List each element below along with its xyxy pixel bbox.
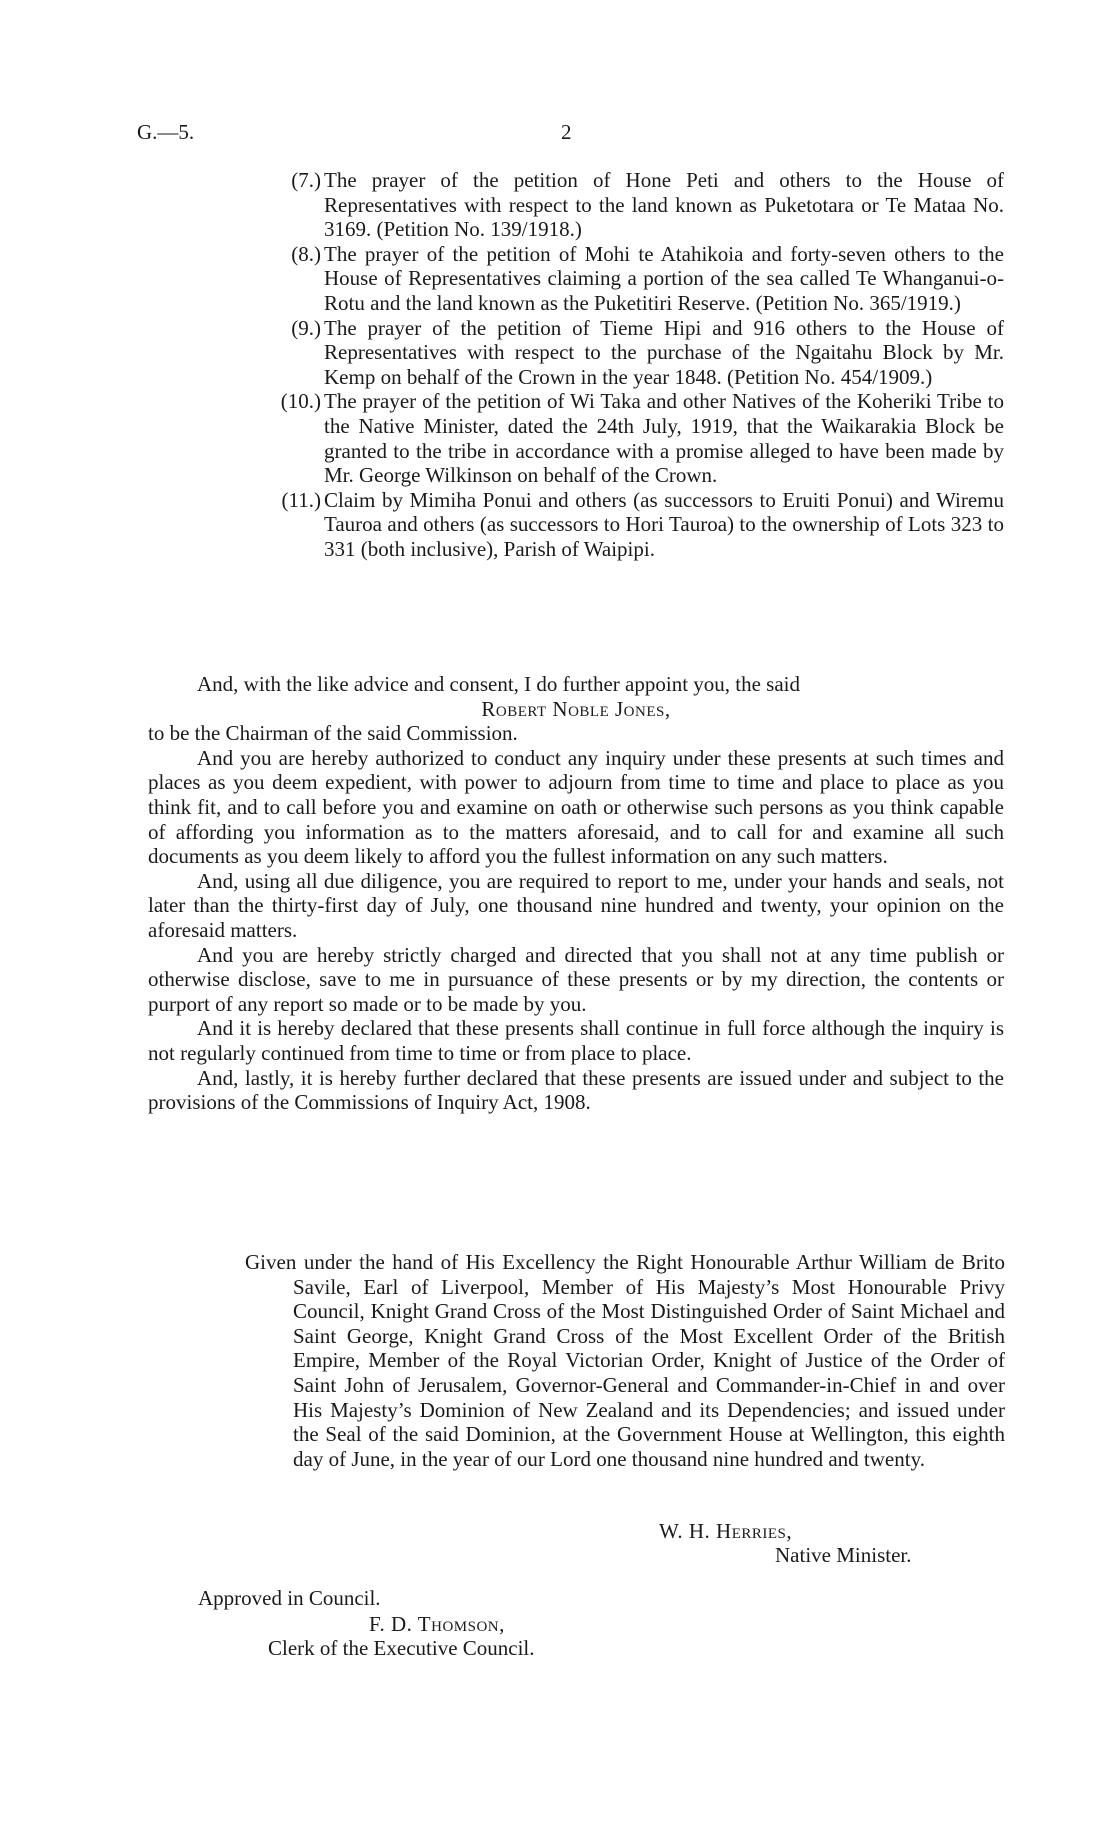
appointment-paragraph: And, with the like advice and consent, I do further appoint you, the said <box>197 672 801 696</box>
clerk-signature: F. D. Thomson, <box>369 1612 505 1636</box>
item-text: The prayer of the petition of Wi Taka and other Natives of the Koheriki Tribe to the Native Minister, dated the 24th July, 1919, that the Waikarakia Block be granted to the tribe in accordance with a promise alleged to have been made by Mr. George Wilkinson on behalf of the Crown. <box>324 389 1004 488</box>
page-number: 2 <box>561 120 572 144</box>
approval-note: Approved in Council. <box>198 1586 381 1610</box>
item-number: (8.) <box>291 241 321 266</box>
closing-paragraph: And, lastly, it is hereby further declared that these presents are issued under and subject to the provisions of the Commissions of Inquiry Act, 1908. <box>148 1065 1004 1115</box>
item-number: (11.) <box>281 487 321 512</box>
continuation-paragraph: And it is hereby declared that these presents shall continue in full force although the inquiry is not regularly continued from time to time or from place to place. <box>148 1016 1004 1065</box>
chairman-name: Robert Noble Jones, <box>481 696 671 721</box>
minister-title: Native Minister. <box>775 1543 912 1567</box>
petition-list <box>240 168 1004 562</box>
list-item <box>240 242 1004 316</box>
clerk-title: Clerk of the Executive Council. <box>268 1636 535 1660</box>
confidentiality-paragraph: And you are hereby strictly charged and directed that you shall not at any time publish or otherwise disclose, save to me in pursuance of these presents or by my direction, the contents or purport of any report so made or to be made by you. <box>148 942 1004 1016</box>
list-item <box>240 316 1004 390</box>
report-paragraph: And, using all due diligence, you are required to report to me, under your hands and seals, not later than the thirty-first day of July, one thousand nine hundred and twenty, your opinion on the aforesaid matters. <box>148 868 1004 942</box>
document-body <box>148 672 1004 1115</box>
item-text: The prayer of the petition of Hone Peti and others to the House of Representatives with respect to the land known as Puketotara or Te Mataa No. 3169. (Petition No. 139/1918.) <box>324 168 1004 242</box>
given-under-hand-paragraph: Given under the hand of His Excellency the Right Honourable Arthur William de Brito Savile, Earl of Liverpool, Member of His Majesty’s Most Honourable Privy Council, Knight Grand Cross of the Most Distinguished Order of Saint Michael and Saint George, Knight Grand Cross of the Most Excellent Order of the British Empire, Member of the Royal Victorian Order, Knight of Justice of the Order of Saint John of Jerusalem, Governor-General and Commander-in-Chief in and over His Majesty’s Dominion of New Zealand and its Dependencies; and issued under the Seal of the said Dominion, at the Government House at Wellington, this eighth day of June, in the year of our Lord one thousand nine hundred and twenty. <box>245 1250 1005 1471</box>
item-text: The prayer of the petition of Tieme Hipi and 916 others to the House of Representatives with respect to the purchase of the Ngaitahu Block by Mr. Kemp on behalf of the Crown in the year 1848. (Petition No. 454/1909.) <box>324 315 1004 389</box>
item-text: Claim by Mimiha Ponui and others (as successors to Eruiti Ponui) and Wiremu Tauroa and others (as successors to Hori Tauroa) to the ownership of Lots 323 to 331 (both inclusive), Parish of Waipipi. <box>324 487 1004 561</box>
list-item <box>240 168 1004 242</box>
list-item <box>240 389 1004 487</box>
chairman-paragraph: to be the Chairman of the said Commission. <box>148 721 518 746</box>
document-reference: G.—5. <box>137 120 195 144</box>
minister-signature: W. H. Herries, <box>659 1519 793 1543</box>
list-item <box>240 488 1004 562</box>
item-number: (10.) <box>280 389 321 414</box>
item-text: The prayer of the petition of Mohi te Atahikoia and forty-seven others to the House of Representatives claiming a portion of the sea called Te Whanganui-o-Rotu and the land known as the Puketitiri Reserve. (Petition No. 365/1919.) <box>324 241 1004 315</box>
authorization-paragraph: And you are hereby authorized to conduct any inquiry under these presents at such times and places as you deem expedient, with power to adjourn from time to time and place to place as you think fit, and to call before you and examine on oath or otherwise such persons as you think capable of affording you information as to the matters aforesaid, and to call for and examine all such documents as you deem likely to afford you the fullest information on any such matters. <box>148 745 1004 869</box>
item-number: (9.) <box>291 315 321 340</box>
item-number: (7.) <box>291 168 321 192</box>
